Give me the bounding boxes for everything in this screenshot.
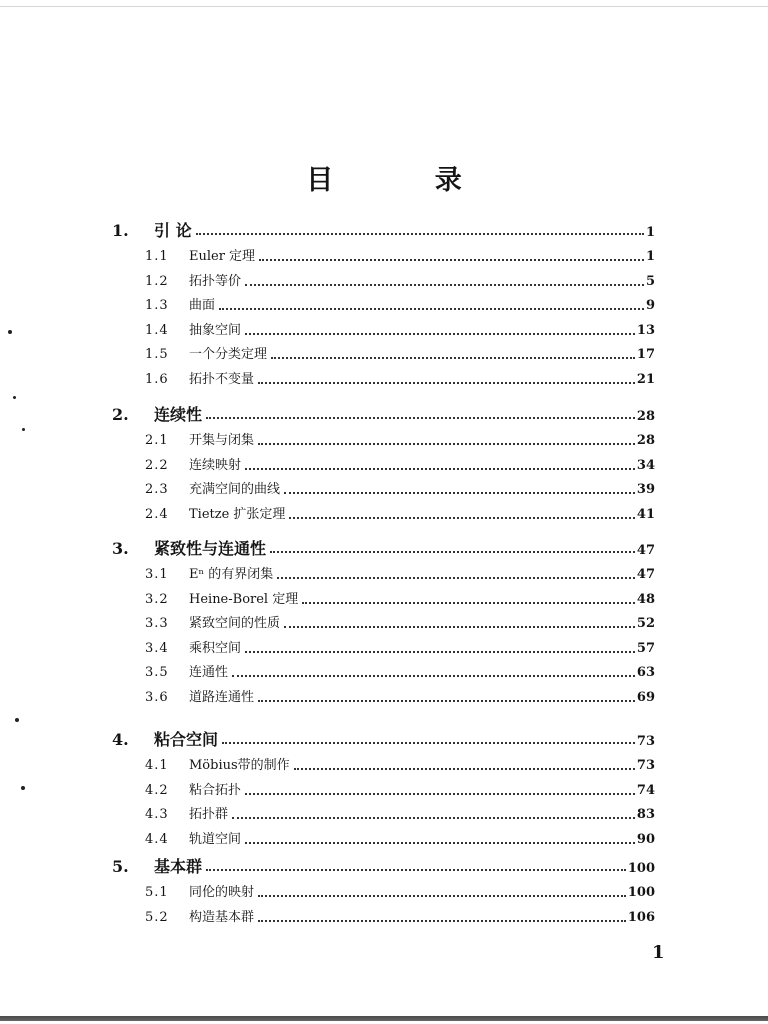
toc-section-row xyxy=(145,343,655,367)
section-title: 开集与闭集 xyxy=(189,433,255,448)
toc-section-row xyxy=(145,563,655,587)
dot-leader xyxy=(206,411,635,423)
toc-section-row xyxy=(145,270,655,294)
chapter-number: 3. xyxy=(112,539,129,558)
chapter-number: 2. xyxy=(112,405,129,424)
section-title: Euler 定理 xyxy=(189,249,256,264)
section-page: 47 xyxy=(636,567,655,582)
chapter-page: 73 xyxy=(636,734,655,749)
section-number: 5.1 xyxy=(145,885,169,900)
section-number: 4.1 xyxy=(145,758,169,773)
section-number: 3.6 xyxy=(145,690,169,705)
toc-section-row xyxy=(145,637,655,661)
section-page: 21 xyxy=(636,372,655,387)
toc-section-row xyxy=(145,686,655,710)
section-page: 90 xyxy=(636,831,655,847)
dot-leader xyxy=(270,545,635,557)
section-number: 2.3 xyxy=(145,482,169,498)
toc-section-row xyxy=(145,245,655,269)
toc-chapter-row xyxy=(112,855,655,879)
toc-section-row xyxy=(145,828,655,852)
section-title: 轨道空间 xyxy=(189,831,242,847)
dot-leader xyxy=(232,811,635,823)
dot-leader xyxy=(222,736,635,748)
section-page: 52 xyxy=(636,616,655,632)
section-page: 5 xyxy=(645,273,655,289)
toc-chapter-row xyxy=(112,403,655,427)
dot-leader xyxy=(258,694,635,706)
section-number: 3.1 xyxy=(145,567,169,582)
chapter-title: 粘合空间 xyxy=(154,730,219,749)
section-title: 充满空间的曲线 xyxy=(189,482,281,498)
toc-chapter-row xyxy=(112,728,655,752)
toc-chapter-row xyxy=(112,537,655,561)
dot-leader xyxy=(245,278,644,290)
toc-section-row xyxy=(145,294,655,318)
section-page: 106 xyxy=(627,909,655,925)
dot-leader xyxy=(258,889,626,901)
section-title: 拓扑不变量 xyxy=(189,372,255,387)
section-title: 连续映射 xyxy=(189,457,242,473)
toc-section-row xyxy=(145,319,655,343)
section-title: 乘积空间 xyxy=(189,640,242,656)
section-number: 1.1 xyxy=(145,249,169,264)
section-page: 1 xyxy=(645,249,655,264)
dot-leader xyxy=(302,596,635,608)
section-page: 39 xyxy=(636,482,655,498)
scan-speck xyxy=(13,396,16,399)
section-number: 4.4 xyxy=(145,831,169,847)
section-page: 34 xyxy=(636,457,655,473)
toc-chapter-row xyxy=(112,219,655,243)
dot-leader xyxy=(245,645,635,657)
section-page: 73 xyxy=(636,758,655,773)
dot-leader xyxy=(245,462,635,474)
toc-section-row xyxy=(145,906,655,930)
scan-edge-bottom xyxy=(0,1016,768,1021)
toc-section-row xyxy=(145,881,655,905)
section-page: 63 xyxy=(636,665,655,681)
section-page: 9 xyxy=(645,298,655,314)
section-title: 构造基本群 xyxy=(189,909,255,925)
section-number: 1.2 xyxy=(145,273,169,289)
dot-leader xyxy=(277,571,635,583)
page-title: 目 录 xyxy=(306,165,508,196)
section-number: 3.4 xyxy=(145,640,169,656)
section-number: 3.2 xyxy=(145,591,169,607)
section-page: 100 xyxy=(627,885,655,900)
section-number: 2.1 xyxy=(145,433,169,448)
section-number: 1.3 xyxy=(145,298,169,314)
dot-leader xyxy=(284,486,635,498)
chapter-number: 4. xyxy=(112,730,129,749)
dot-leader xyxy=(259,253,644,265)
section-page: 17 xyxy=(636,347,655,363)
toc-section-row xyxy=(145,612,655,636)
dot-leader xyxy=(245,787,635,799)
section-number: 3.3 xyxy=(145,616,169,632)
section-title: 紧致空间的性质 xyxy=(189,616,281,632)
toc-section-row xyxy=(145,803,655,827)
toc-section-row xyxy=(145,588,655,612)
scan-speck xyxy=(8,330,12,334)
section-number: 2.4 xyxy=(145,506,169,522)
toc-section-row xyxy=(145,478,655,502)
section-page: 69 xyxy=(636,690,655,705)
section-page: 13 xyxy=(636,322,655,338)
section-title: 连通性 xyxy=(189,665,229,681)
chapter-page: 1 xyxy=(645,225,655,240)
dot-leader xyxy=(196,227,644,239)
section-title: 抽象空间 xyxy=(189,322,242,338)
toc-section-row xyxy=(145,368,655,392)
section-number: 3.5 xyxy=(145,665,169,681)
section-number: 2.2 xyxy=(145,457,169,473)
section-page: 41 xyxy=(636,506,655,522)
section-title: 拓扑群 xyxy=(189,807,229,823)
section-title: Heine-Borel 定理 xyxy=(189,591,299,607)
chapter-page: 47 xyxy=(636,543,655,558)
dot-leader xyxy=(245,327,635,339)
scan-speck xyxy=(21,786,25,790)
section-page: 74 xyxy=(636,782,655,798)
section-title: 曲面 xyxy=(189,298,216,314)
toc-section-row xyxy=(145,503,655,527)
dot-leader xyxy=(219,302,644,314)
scan-speck xyxy=(22,428,25,431)
chapter-number: 1. xyxy=(112,221,129,240)
section-page: 57 xyxy=(636,640,655,656)
chapter-title: 连续性 xyxy=(154,405,203,424)
dot-leader xyxy=(232,669,635,681)
section-title: 拓扑等价 xyxy=(189,273,242,289)
section-title: Eⁿ 的有界闭集 xyxy=(189,567,274,582)
section-title: 道路连通性 xyxy=(189,690,255,705)
chapter-page: 28 xyxy=(636,409,655,424)
dot-leader xyxy=(258,437,635,449)
chapter-title: 紧致性与连通性 xyxy=(154,539,267,558)
page-folio: 1 xyxy=(652,942,665,963)
section-number: 1.6 xyxy=(145,372,169,387)
dot-leader xyxy=(284,620,635,632)
dot-leader xyxy=(294,762,635,774)
toc-section-row xyxy=(145,454,655,478)
section-page: 28 xyxy=(636,433,655,448)
section-title: Tietze 扩张定理 xyxy=(189,506,286,522)
toc-section-row xyxy=(145,779,655,803)
dot-leader xyxy=(271,351,635,363)
scan-edge-top xyxy=(0,6,768,7)
dot-leader xyxy=(289,511,634,523)
section-number: 4.2 xyxy=(145,782,169,798)
chapter-page: 100 xyxy=(627,861,655,876)
dot-leader xyxy=(206,863,626,875)
chapter-title: 基本群 xyxy=(154,857,203,876)
dot-leader xyxy=(258,914,626,926)
section-number: 4.3 xyxy=(145,807,169,823)
chapter-title: 引 论 xyxy=(154,221,192,240)
section-page: 48 xyxy=(636,591,655,607)
toc-section-row xyxy=(145,429,655,453)
section-number: 1.4 xyxy=(145,322,169,338)
scan-speck xyxy=(15,718,19,722)
section-number: 1.5 xyxy=(145,347,169,363)
dot-leader xyxy=(245,836,635,848)
section-page: 83 xyxy=(636,807,655,823)
section-title: Möbius带的制作 xyxy=(189,758,290,773)
section-number: 5.2 xyxy=(145,909,169,925)
toc-section-row xyxy=(145,754,655,778)
section-title: 粘合拓扑 xyxy=(189,782,242,798)
toc-section-row xyxy=(145,661,655,685)
dot-leader xyxy=(258,376,635,388)
chapter-number: 5. xyxy=(112,857,129,876)
section-title: 同伦的映射 xyxy=(189,885,255,900)
section-title: 一个分类定理 xyxy=(189,347,268,363)
